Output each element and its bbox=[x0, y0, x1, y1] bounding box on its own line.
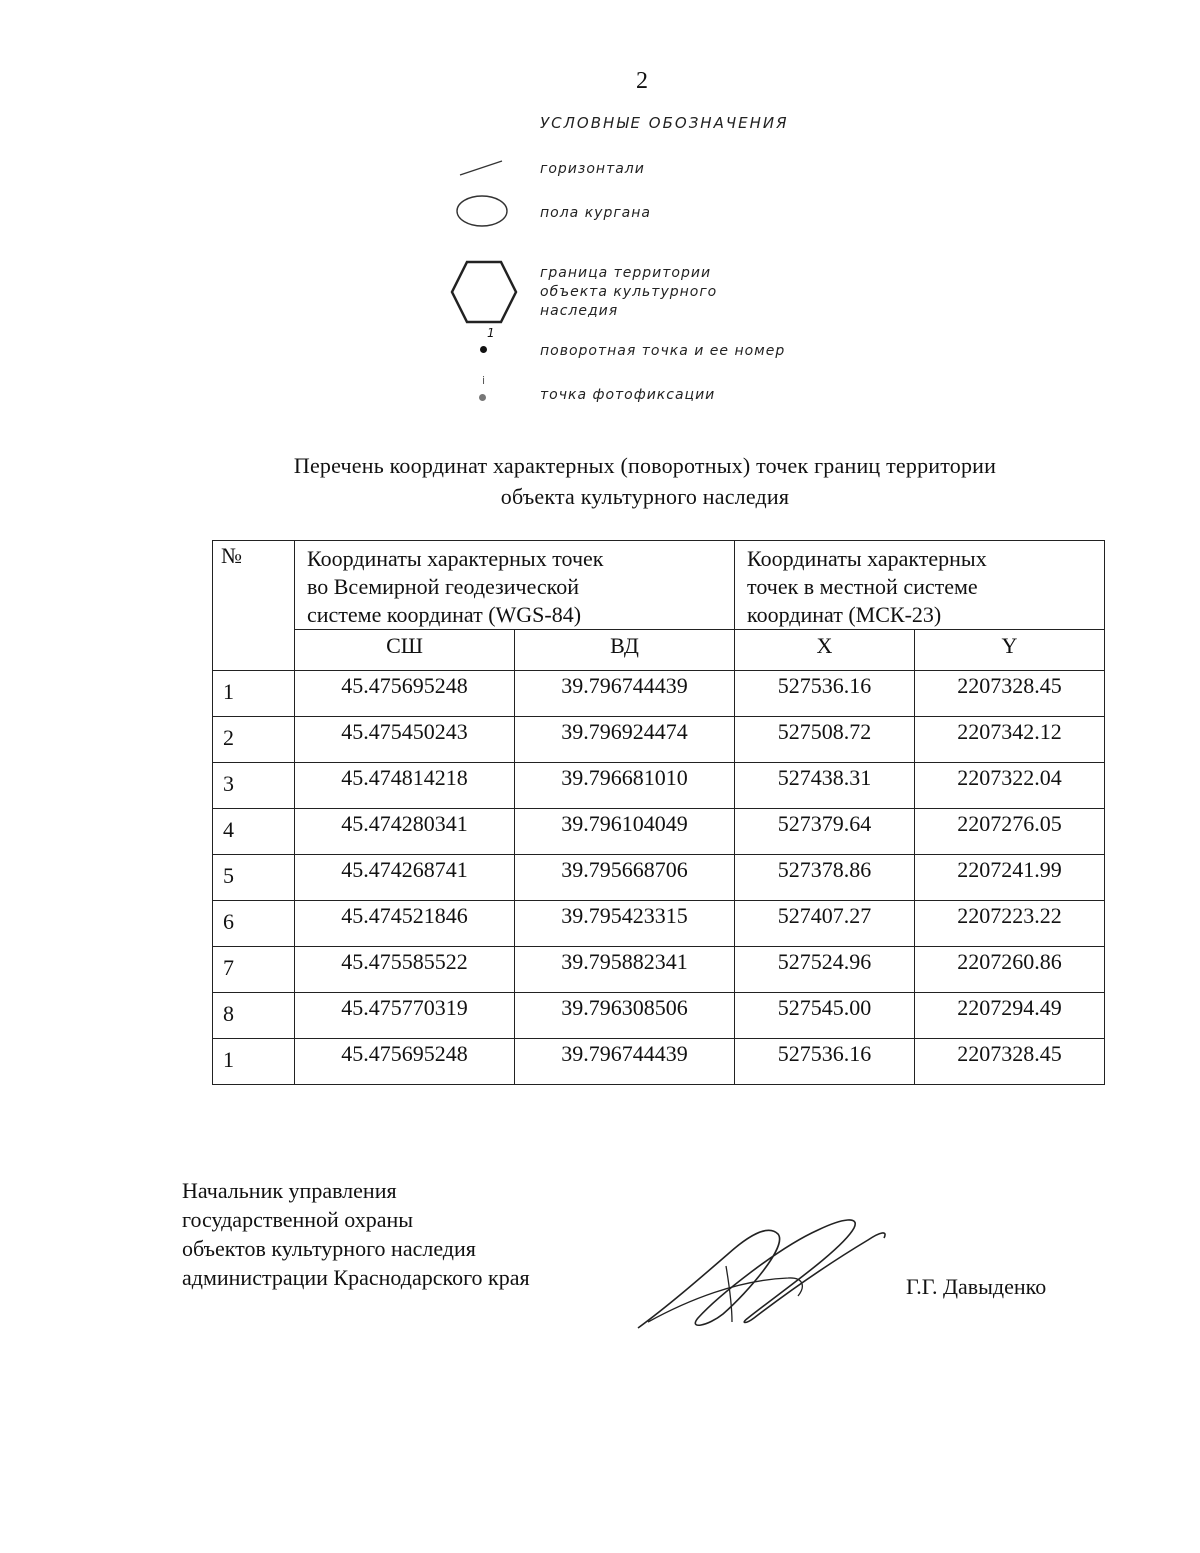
coordinates-table bbox=[212, 540, 1105, 1085]
signature-title-line: администрации Краснодарского края bbox=[182, 1265, 530, 1290]
page-number: 2 bbox=[636, 68, 648, 94]
cell-x: 527378.86 bbox=[735, 855, 915, 901]
cell-latitude: 45.474280341 bbox=[295, 809, 515, 855]
table-subheader-row bbox=[213, 630, 1105, 671]
signer-name: Г.Г. Давыденко bbox=[906, 1274, 1047, 1299]
legend-boundary-line: наследия bbox=[540, 303, 619, 319]
table-row bbox=[213, 855, 1105, 901]
cell-longitude: 39.796924474 bbox=[515, 717, 735, 763]
contour-line-icon bbox=[458, 158, 504, 178]
legend-label-barrow: пола кургана bbox=[540, 205, 651, 221]
cell-y: 2207276.05 bbox=[915, 809, 1105, 855]
hexagon-icon bbox=[450, 258, 518, 326]
signature-title-line: объектов культурного наследия bbox=[182, 1236, 476, 1261]
cell-point-number: 4 bbox=[213, 809, 295, 855]
cell-x: 527379.64 bbox=[735, 809, 915, 855]
header-wgs84-line: во Всемирной геодезической bbox=[307, 574, 579, 599]
table-row bbox=[213, 671, 1105, 717]
header-msk23-line: координат (МСК-23) bbox=[747, 602, 942, 627]
cell-latitude: 45.474268741 bbox=[295, 855, 515, 901]
table-caption bbox=[190, 450, 1100, 512]
photo-point-icon bbox=[476, 374, 496, 404]
table-row bbox=[213, 763, 1105, 809]
cell-longitude: 39.796104049 bbox=[515, 809, 735, 855]
cell-x: 527545.00 bbox=[735, 993, 915, 1039]
table-header-row bbox=[213, 541, 1105, 630]
cell-x: 527508.72 bbox=[735, 717, 915, 763]
cell-longitude: 39.795882341 bbox=[515, 947, 735, 993]
cell-point-number: 2 bbox=[213, 717, 295, 763]
cell-x: 527407.27 bbox=[735, 901, 915, 947]
legend-boundary-line: граница территории bbox=[540, 265, 712, 281]
table-row bbox=[213, 901, 1105, 947]
cell-y: 2207322.04 bbox=[915, 763, 1105, 809]
cell-longitude: 39.796308506 bbox=[515, 993, 735, 1039]
cell-longitude: 39.796681010 bbox=[515, 763, 735, 809]
cell-y: 2207328.45 bbox=[915, 671, 1105, 717]
cell-y: 2207241.99 bbox=[915, 855, 1105, 901]
cell-point-number: 8 bbox=[213, 993, 295, 1039]
table-row bbox=[213, 993, 1105, 1039]
photo-point-marker: i bbox=[482, 374, 486, 387]
cell-latitude: 45.475695248 bbox=[295, 671, 515, 717]
cell-y: 2207260.86 bbox=[915, 947, 1105, 993]
cell-point-number: 7 bbox=[213, 947, 295, 993]
cell-y: 2207328.45 bbox=[915, 1039, 1105, 1085]
header-wgs84-line: Координаты характерных точек bbox=[307, 546, 604, 571]
table-row bbox=[213, 809, 1105, 855]
cell-y: 2207294.49 bbox=[915, 993, 1105, 1039]
table-row bbox=[213, 1039, 1105, 1085]
ellipse-icon bbox=[454, 192, 510, 230]
cell-point-number: 1 bbox=[213, 1039, 295, 1085]
cell-point-number: 3 bbox=[213, 763, 295, 809]
legend-label-photo-point: точка фотофиксации bbox=[540, 387, 716, 403]
cell-x: 527536.16 bbox=[735, 1039, 915, 1085]
table-row bbox=[213, 947, 1105, 993]
table-body bbox=[213, 671, 1105, 1085]
cell-y: 2207342.12 bbox=[915, 717, 1105, 763]
subheader-latitude: СШ bbox=[295, 630, 515, 671]
handwritten-signature bbox=[628, 1210, 898, 1340]
cell-longitude: 39.796744439 bbox=[515, 1039, 735, 1085]
table-row bbox=[213, 717, 1105, 763]
subheader-x: X bbox=[735, 630, 915, 671]
legend-label-contours: горизонтали bbox=[540, 161, 645, 177]
cell-latitude: 45.475770319 bbox=[295, 993, 515, 1039]
header-msk23 bbox=[735, 541, 1105, 630]
header-wgs84 bbox=[295, 541, 735, 630]
cell-point-number: 5 bbox=[213, 855, 295, 901]
subheader-longitude: ВД bbox=[515, 630, 735, 671]
cell-longitude: 39.796744439 bbox=[515, 671, 735, 717]
cell-point-number: 1 bbox=[213, 671, 295, 717]
cell-longitude: 39.795423315 bbox=[515, 901, 735, 947]
legend-title: УСЛОВНЫЕ ОБОЗНАЧЕНИЯ bbox=[540, 114, 789, 132]
signature-block bbox=[182, 1176, 530, 1292]
subheader-y: Y bbox=[915, 630, 1105, 671]
cell-latitude: 45.474521846 bbox=[295, 901, 515, 947]
legend-label-turning-point: поворотная точка и ее номер bbox=[540, 343, 786, 359]
legend-label-boundary bbox=[540, 264, 717, 321]
header-msk23-line: Координаты характерных bbox=[747, 546, 987, 571]
cell-latitude: 45.475695248 bbox=[295, 1039, 515, 1085]
cell-latitude: 45.474814218 bbox=[295, 763, 515, 809]
header-msk23-line: точек в местной системе bbox=[747, 574, 978, 599]
cell-point-number: 6 bbox=[213, 901, 295, 947]
numbered-point-icon bbox=[478, 326, 498, 356]
point-number: 1 bbox=[487, 326, 495, 340]
signature-title-line: государственной охраны bbox=[182, 1207, 414, 1232]
legend-boundary-line: объекта культурного bbox=[540, 284, 718, 300]
cell-x: 527524.96 bbox=[735, 947, 915, 993]
cell-x: 527438.31 bbox=[735, 763, 915, 809]
header-number: № bbox=[213, 541, 295, 671]
signature-title-line: Начальник управления bbox=[182, 1178, 397, 1203]
table-caption-line: объекта культурного наследия bbox=[500, 484, 790, 509]
cell-y: 2207223.22 bbox=[915, 901, 1105, 947]
cell-latitude: 45.475585522 bbox=[295, 947, 515, 993]
header-wgs84-line: системе координат (WGS-84) bbox=[307, 602, 582, 627]
cell-latitude: 45.475450243 bbox=[295, 717, 515, 763]
cell-x: 527536.16 bbox=[735, 671, 915, 717]
cell-longitude: 39.795668706 bbox=[515, 855, 735, 901]
table-caption-line: Перечень координат характерных (поворотных) точек границ территории bbox=[293, 453, 997, 478]
